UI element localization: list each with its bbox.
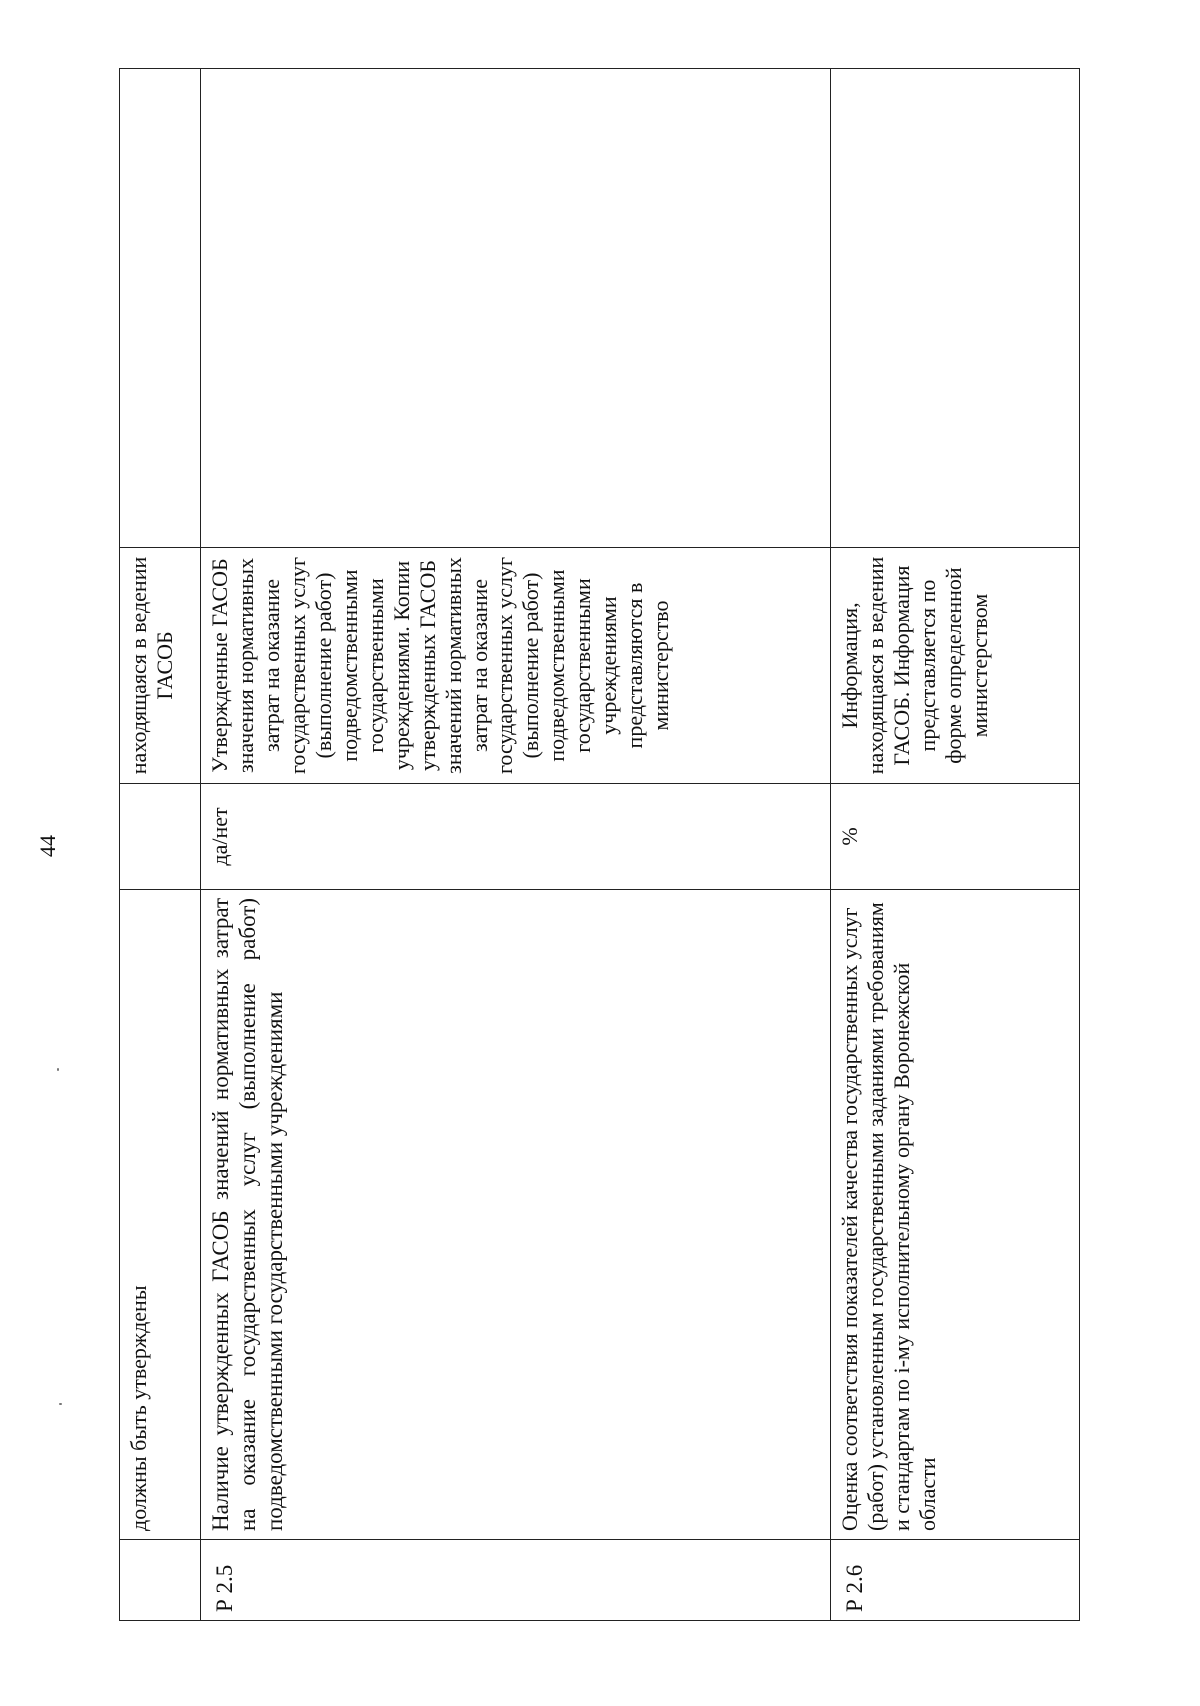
row-code-cell: Р 2.5	[201, 1540, 831, 1621]
row-source-cell: Информация, находящаяся в ведении ГАСОБ. Информация представляется по форме определенной министерством	[831, 548, 1080, 784]
row-description-cell: Наличие утвержденных ГАСОБ значений нормативных затрат на оказание государственных услуг (выполнение работ) подведомственными государственными учреждениями	[201, 890, 831, 1540]
scan-speck	[57, 1068, 59, 1071]
row-code-cell: Р 2.6	[831, 1540, 1080, 1621]
indicators-table	[119, 68, 1080, 1621]
landscape-table-container	[119, 69, 1079, 1621]
row-source-cell: Утвержденные ГАСОБ значения нормативных затрат на оказание государственных услуг (выполнение работ) подведомственными государственными учреждениями. Копии утвержденных ГАСОБ значений нормативных затрат на оказание государственных услуг (выполнение работ) подведомственными государственными учреждениями представляются в министерство	[201, 548, 831, 784]
table-row	[831, 69, 1080, 1621]
row-note-cell	[120, 69, 201, 548]
page-number: 44	[35, 835, 60, 857]
scan-speck	[59, 1403, 62, 1405]
row-note-cell	[831, 69, 1080, 548]
table-row	[120, 69, 201, 1621]
row-unit-cell	[120, 784, 201, 890]
row-source-cell: находящаяся в ведении ГАСОБ	[120, 548, 201, 784]
row-note-cell	[201, 69, 831, 548]
row-unit-cell: да/нет	[201, 784, 831, 890]
row-description-cell: Оценка соответствия показателей качества государственных услуг (работ) установленным государственными заданиями требованиям и стандартам по i-му исполнительному органу Воронежской области	[831, 890, 1080, 1540]
table-row	[201, 69, 831, 1621]
row-unit-cell: %	[831, 784, 1080, 890]
row-code-cell	[120, 1540, 201, 1621]
row-description-cell: должны быть утверждены	[120, 890, 201, 1540]
